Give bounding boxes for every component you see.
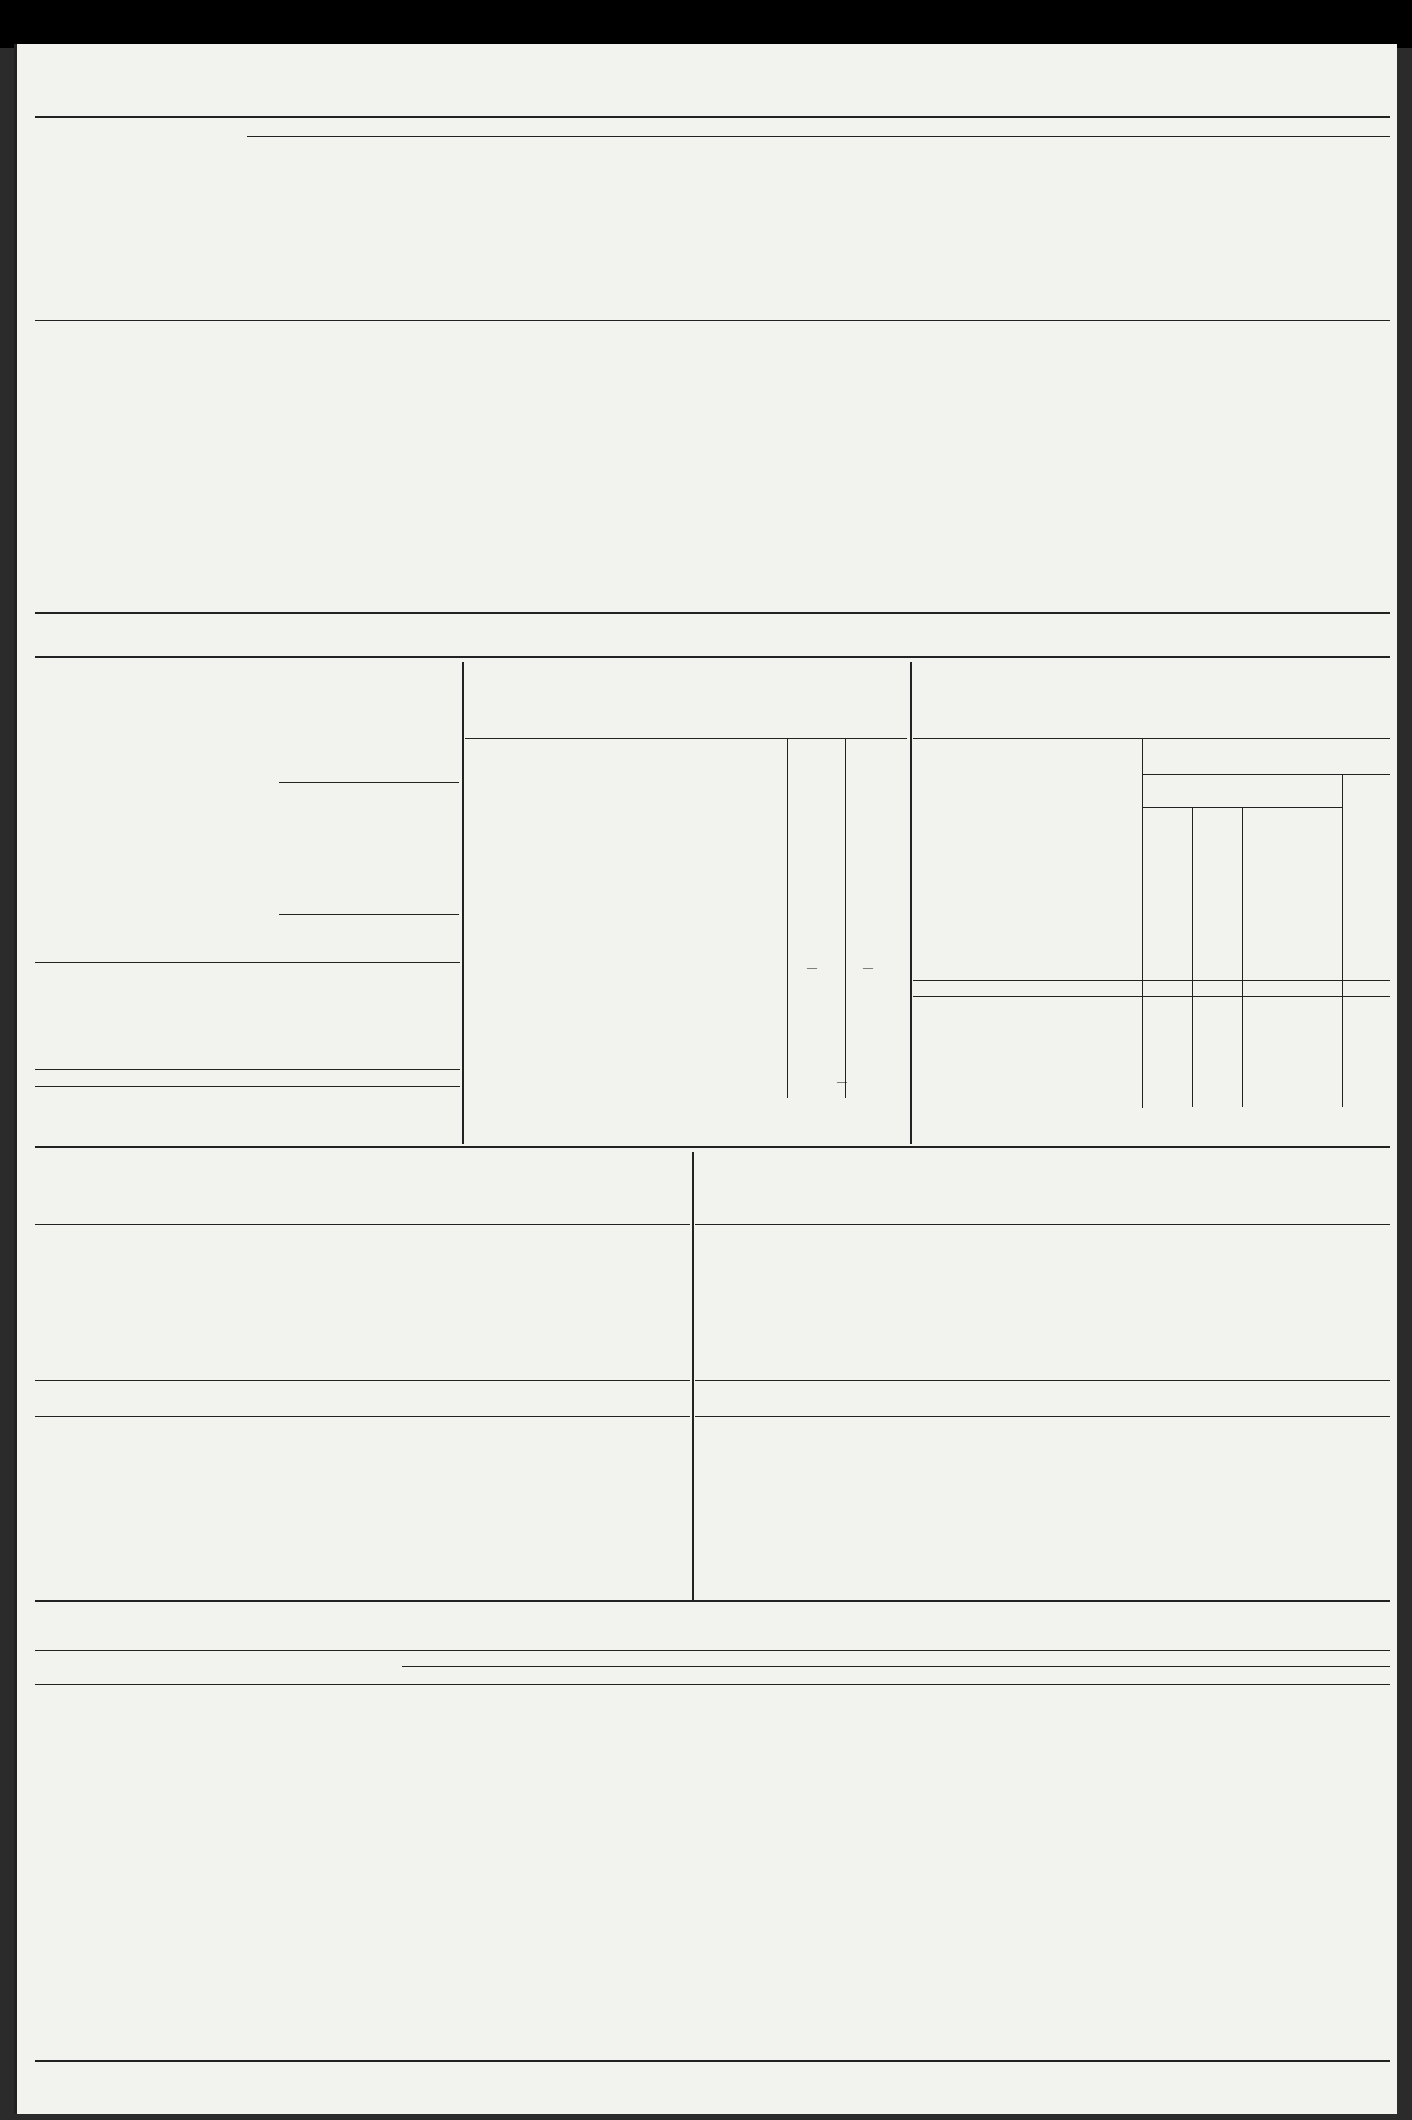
- t39-tot-dash: —: [837, 1077, 847, 1088]
- scan-top-border: [0, 0, 1412, 48]
- document-page: [14, 44, 1397, 2114]
- t39-m-dash: —: [807, 963, 817, 974]
- t39-f-dash: —: [863, 963, 873, 974]
